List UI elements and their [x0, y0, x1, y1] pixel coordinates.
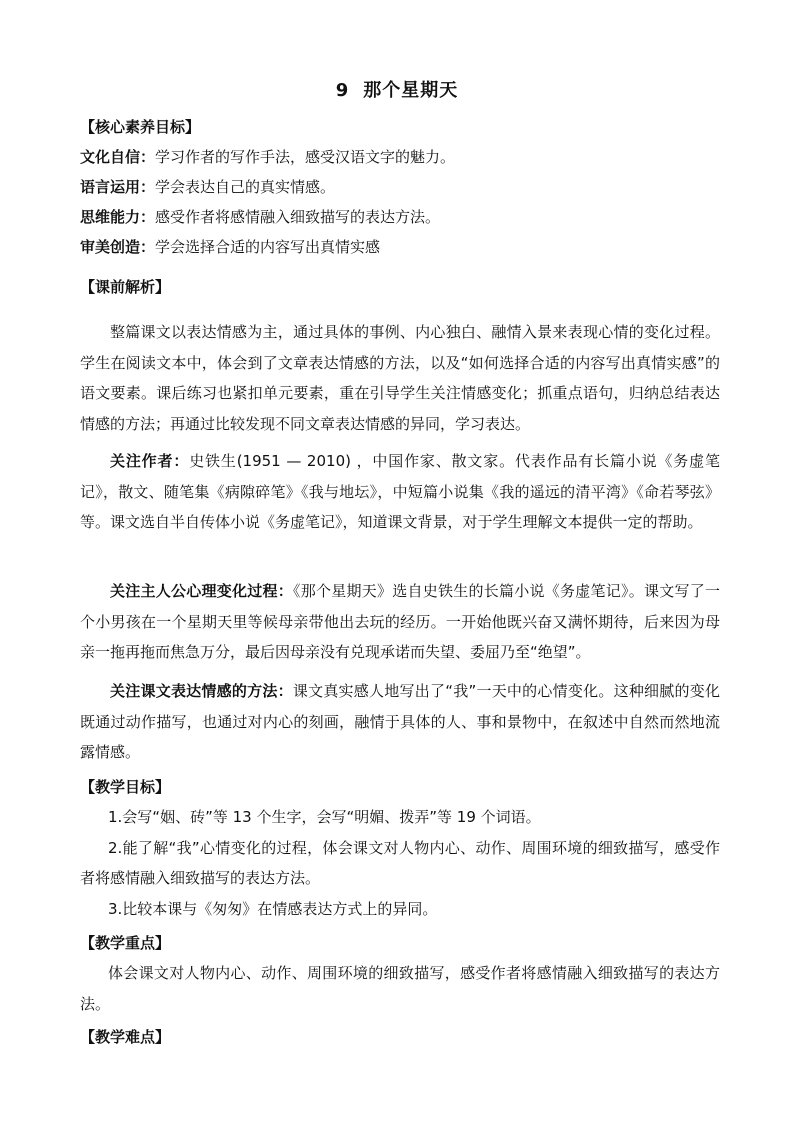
- core-goals-section: [80, 112, 720, 262]
- author-label: 关注作者：: [110, 452, 190, 470]
- difficulties-section: [80, 1022, 720, 1052]
- key-points-heading: 【教学重点】: [80, 934, 171, 952]
- core-goal-text: 学习作者的写作手法，感受汉语文字的魅力。: [155, 148, 456, 166]
- core-goal-item: [80, 202, 720, 232]
- author-text: 史铁生(1951 — 2010) ，中国作家、散文家。代表作品有长篇小说《务虚笔记》，散文、随笔集《病隙碎笔》《我与地坛》，中短篇小说集《我的遥远的清平湾》《命若琴弦》等。课文选自半自传体小说《务虚笔记》，知道课文背景，对于学生理解文本提供一定的帮助。: [80, 452, 720, 531]
- analysis-intro-paragraph: 整篇课文以表达情感为主，通过具体的事例、内心独白、融情入景来表现心情的变化过程。学生在阅读文本中，体会到了文章表达情感的方法，以及“如何选择合适的内容写出真情实感”的语文要素。课后练习也紧扣单元要素，重在引导学生关注情感变化；抓重点语句，归纳总结表达情感的方法；再通过比较发现不同文章表达情感的异同，学习表达。: [80, 323, 720, 433]
- psychology-label: 关注主人公心理变化过程：: [110, 582, 293, 600]
- difficulties-heading: 【教学难点】: [80, 1028, 171, 1046]
- core-goal-text: 感受作者将感情融入细致描写的表达方法。: [155, 208, 441, 226]
- core-goals-heading: 【核心素养目标】: [80, 118, 201, 136]
- teaching-goals-heading: 【教学目标】: [80, 778, 171, 796]
- core-goal-label: 语言运用：: [80, 178, 156, 196]
- teaching-goal-item: 1.会写“姻、砖”等 13 个生字，会写“明媚、拨弄”等 19 个词语。: [108, 808, 541, 826]
- core-goal-item: [80, 232, 720, 262]
- core-goal-text: 学会选择合适的内容写出真情实感: [155, 238, 381, 256]
- lesson-number: 9: [335, 80, 350, 101]
- teaching-goal-item: 3.比较本课与《匆匆》在情感表达方式上的异同。: [108, 899, 438, 918]
- analysis-heading-block: [80, 272, 720, 302]
- core-goal-label: 文化自信：: [80, 148, 156, 166]
- core-goal-label: 审美创造：: [80, 238, 156, 256]
- teaching-goal-item: 2.能了解“我”心情变化的过程，体会课文对人物内心、动作、周围环境的细致描写，感受作者将感情融入细致描写的表达方法。: [80, 838, 720, 887]
- method-paragraph: [80, 676, 720, 768]
- core-goal-item: [80, 172, 720, 202]
- core-goal-text: 学会表达自己的真实情感。: [155, 178, 336, 196]
- method-label: 关注课文表达情感的方法：: [110, 682, 293, 700]
- lesson-title-text: 那个星期天: [363, 80, 459, 101]
- core-goal-label: 思维能力：: [80, 208, 156, 226]
- psychology-text: 《那个星期天》选自史铁生的长篇小说《务虚笔记》。课文写了一个小男孩在一个星期天里等候母亲带他出去玩的经历。一开始他既兴奋又满怀期待，后来因为母亲一拖再拖而焦急万分，最后因母亲没有兑现承诺而失望、委屈乃至“绝望”。: [80, 582, 720, 661]
- analysis-heading: 【课前解析】: [80, 278, 171, 296]
- psychology-paragraph: [80, 576, 720, 668]
- method-text: 课文真实感人地写出了“我”一天中的心情变化。这种细腻的变化既通过动作描写，也通过对内心的刻画，融情于具体的人、事和景物中，在叙述中自然而然地流露情感。: [80, 682, 720, 761]
- key-points-text: 体会课文对人物内心、动作、周围环境的细致描写，感受作者将感情融入细致描写的表达方法。: [80, 964, 720, 1013]
- teaching-goals-section: [80, 772, 720, 924]
- lesson-title: [0, 76, 794, 102]
- author-paragraph: [80, 446, 720, 538]
- key-points-section: [80, 928, 720, 1019]
- core-goal-item: [80, 142, 720, 172]
